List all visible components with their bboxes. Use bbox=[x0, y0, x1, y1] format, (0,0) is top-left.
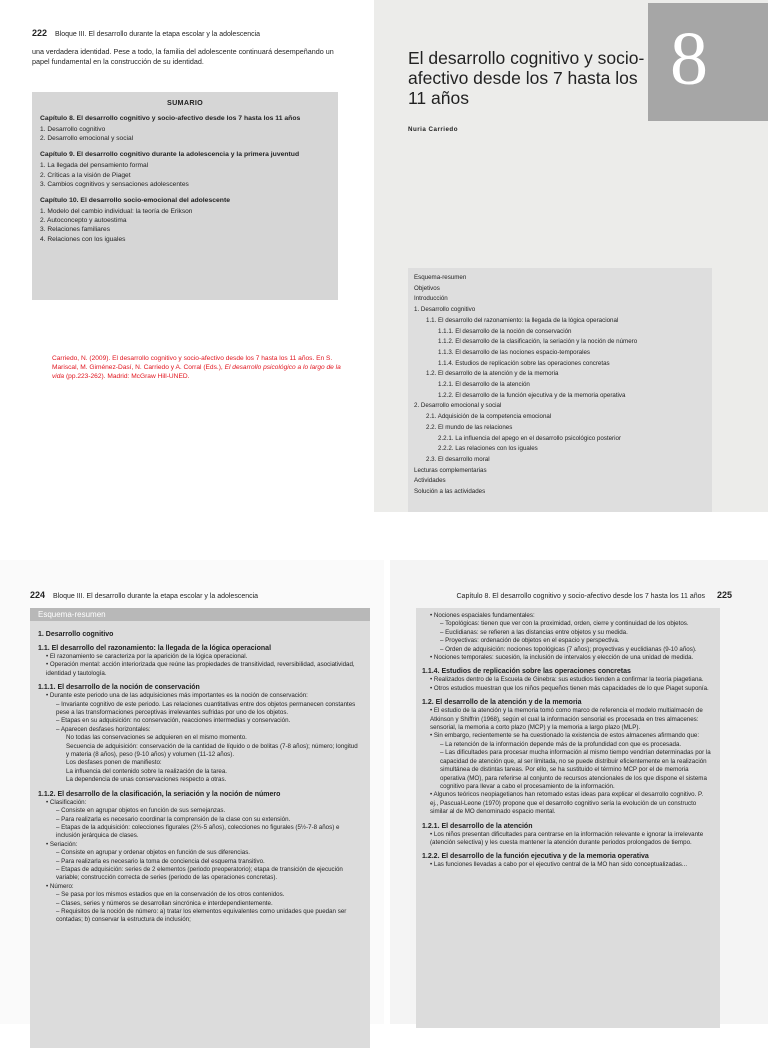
sumario-chapter-heading: Capítulo 8. El desarrollo cognitivo y socio-afectivo desde los 7 hasta los 11 años bbox=[40, 115, 301, 122]
toc-entry: Objetivos bbox=[414, 284, 440, 292]
outline-line: • Nociones temporales: sucesión, la inclusión de intervalos y elección de una unidad de medida. bbox=[430, 654, 712, 662]
toc-entry: 1.1. El desarrollo del razonamiento: la llegada de la lógica operacional bbox=[426, 316, 619, 324]
section-heading: 1.2.1. El desarrollo de la atención bbox=[422, 822, 533, 830]
header-text: Capítulo 8. El desarrollo cognitivo y socio-afectivo desde los 7 hasta los 11 años bbox=[456, 593, 706, 600]
toc-entry: 1.1.4. Estudios de replicación sobre las operaciones concretas bbox=[438, 359, 610, 367]
sumario-chapter-heading: Capítulo 10. El desarrollo socio-emocional del adolescente bbox=[40, 197, 230, 205]
page-223 bbox=[374, 0, 768, 512]
outline-line: – Etapas en su adquisición: no conservación, reacciones intermedias y conservación. bbox=[56, 717, 360, 725]
chapter-title: El desarrollo cognitivo y socio-afectivo desde los 7 hasta los 11 años bbox=[408, 48, 645, 108]
toc-entry: 1. Desarrollo cognitivo bbox=[414, 306, 476, 314]
sumario-item: 2. Autoconcepto y autoestima bbox=[40, 217, 127, 225]
outline-line: Los desfases ponen de manifiesto: bbox=[66, 759, 162, 767]
outline-line: – Aparecen desfases horizontales: bbox=[56, 726, 360, 734]
toc-entry: Esquema-resumen bbox=[414, 274, 467, 281]
outline-line: • Número: bbox=[46, 883, 360, 891]
outline-line: • Otros estudios muestran que los niños pequeños tienen más capacidades de lo que Piaget suponía. bbox=[430, 685, 712, 693]
outline-line: • Operación mental: acción interiorizada que reúne las propiedades de transitividad, reversibilidad, asociatividad, identidad y tautología. bbox=[46, 661, 360, 678]
citation-book-title: El desarrollo psicológico a lo largo de la vida bbox=[52, 364, 341, 381]
section-heading: 1.2. El desarrollo de la atención y de la memoria bbox=[422, 699, 582, 707]
toc-entry: 1.1.2. El desarrollo de la clasificación, la seriación y la noción de número bbox=[438, 338, 638, 346]
outline-line: – Se pasa por los mismos estadios que en la conservación de los otros contenidos. bbox=[56, 891, 360, 899]
outline-line: – Requisitos de la noción de número: a) tratar los elementos equivalentes como unidades que puedan ser contadas; b) conservar la estructura de inclusión; bbox=[56, 908, 360, 925]
outline-line: • Los niños presentan dificultades para centrarse en la información relevante e ignorar la irrelevante (atención selectiva) y les cuesta mantener la atención durante periodos prolongados de tiempo. bbox=[430, 831, 712, 848]
page-224 bbox=[0, 560, 384, 1024]
outline-line: – Clases, series y números se desarrollan sincrónica e interdependientemente. bbox=[56, 900, 360, 908]
toc-entry: 2.2. El mundo de las relaciones bbox=[426, 423, 513, 431]
outline-line: – Etapas de adquisición: series de 2 elementos (periodo preoperatorio); etapa de transición de ejecución variable; construcción correcta de series (periodo de las operaciones concretas). bbox=[56, 866, 360, 883]
outline-line: • El razonamiento se caracteriza por la aparición de la lógica operacional. bbox=[46, 653, 360, 661]
toc-entry: 1.1.3. El desarrollo de las nociones espacio-temporales bbox=[438, 348, 591, 356]
sumario-item: 3. Relaciones familiares bbox=[40, 226, 110, 234]
outline-line: – Proyectivas: ordenación de objetos en el espacio y perspectiva. bbox=[440, 637, 712, 645]
outline-line: • Durante este periodo una de las adquisiciones más importantes es la noción de conservación: bbox=[46, 692, 360, 700]
outline-line: La influencia del contenido sobre la realización de la tarea. bbox=[66, 767, 227, 775]
sumario-item: 2. Críticas a la visión de Piaget bbox=[40, 171, 131, 179]
intro-paragraph: una verdadera identidad. Pese a todo, la familia del adolescente continuará desempeñando un papel fundamental en la construcción de su identidad. bbox=[32, 47, 334, 66]
sumario-item: 1. Modelo del cambio individual: la teoría de Erikson bbox=[40, 208, 193, 216]
chapter-number: 8 bbox=[670, 17, 708, 101]
running-header bbox=[30, 590, 258, 600]
outline-line: – Invariante cognitivo de este periodo. Las relaciones cuantitativas entre dos objetos permanecen constantes pese a las transformaciones perceptivas irrelevantes sufridas por uno de los objetos. bbox=[56, 701, 360, 718]
citation-main: Carriedo, N. (2009). El desarrollo cognitivo y socio-afectivo desde los 7 hasta los 11 años. En S. Mariscal, M. Giménez-Dasí, N. Carriedo y A. Corral (Eds.), bbox=[52, 355, 333, 372]
toc-entry: Solución a las actividades bbox=[414, 488, 486, 496]
toc-entry: 2.3. El desarrollo moral bbox=[426, 455, 490, 463]
header-text: Bloque III. El desarrollo durante la etapa escolar y la adolescencia bbox=[52, 593, 259, 600]
toc-entry: 2.2.2. Las relaciones con los iguales bbox=[438, 445, 538, 453]
toc-entry: 2. Desarrollo emocional y social bbox=[414, 402, 502, 410]
toc-entry: 1.1.1. El desarrollo de la noción de conservación bbox=[438, 327, 572, 335]
running-header bbox=[32, 28, 260, 38]
chapter-number-box bbox=[648, 3, 768, 121]
outline-line: – Para realizarla es necesario coordinar la comprensión de la clase con su extensión. bbox=[56, 816, 360, 824]
chapter-toc bbox=[408, 268, 712, 527]
citation bbox=[52, 354, 342, 382]
sumario-item: 2. Desarrollo emocional y social bbox=[40, 135, 134, 143]
page-number: 222 bbox=[32, 28, 48, 38]
outline-line: – La retención de la información depende más de la profundidad con que es procesada. bbox=[440, 741, 712, 749]
toc-entry: 1.2.1. El desarrollo de la atención bbox=[438, 381, 530, 389]
citation-tail: (pp.223-262). Madrid: McGraw Hill-UNED. bbox=[65, 373, 190, 381]
outline-line: La dependencia de unas conservaciones respecto a otras. bbox=[66, 776, 227, 784]
sumario-item: 3. Cambios cognitivos y sensaciones adolescentes bbox=[40, 180, 189, 188]
toc-entry: 2.2.1. La influencia del apego en el desarrollo psicológico posterior bbox=[438, 434, 621, 442]
outline-line: – Etapas de la adquisición: colecciones figurales (2½-5 años), colecciones no figurales (5½-7-8 años) e inclusión jerárquica de clases. bbox=[56, 824, 360, 841]
section-heading: 1.2.2. El desarrollo de la función ejecutiva y de la memoria operativa bbox=[422, 853, 649, 861]
outline-line: • El estudio de la atención y la memoria tomó como marco de referencia el modelo multialmacén de Atkinson y Shiffrin (1968), según el cual la información sensorial es procesada en tres almacenes: sensorial, la memoria a corto plazo (MCP) y la memoria a largo plazo (MLP). bbox=[430, 707, 712, 732]
esquema-body bbox=[30, 621, 370, 925]
header-text: Bloque III. El desarrollo durante la etapa escolar y la adolescencia bbox=[54, 31, 261, 38]
outline-line: – Consiste en agrupar y ordenar objetos en función de sus diferencias. bbox=[56, 849, 360, 857]
sumario-item: 1. Desarrollo cognitivo bbox=[40, 126, 106, 133]
outline-line: • Clasificación: bbox=[46, 799, 360, 807]
page-222 bbox=[0, 0, 374, 512]
section-heading: 1.1.4. Estudios de replicación sobre las operaciones concretas bbox=[422, 668, 631, 676]
sumario-chapter-heading: Capítulo 9. El desarrollo cognitivo durante la adolescencia y la primera juventud bbox=[40, 151, 300, 159]
section-heading: 1. Desarrollo cognitivo bbox=[38, 631, 114, 638]
page-225 bbox=[390, 560, 768, 1024]
outline-line: • Sin embargo, recientemente se ha cuestionado la existencia de estos almacenes afirmando que: bbox=[430, 732, 712, 740]
outline-line: • Realizados dentro de la Escuela de Ginebra: sus estudios tienden a confirmar la teoría piagetiana. bbox=[430, 676, 712, 684]
outline-line: • Las funciones llevadas a cabo por el ejecutivo central de la MO han sido conceptualizadas... bbox=[430, 861, 712, 869]
page-gap bbox=[0, 512, 768, 560]
outline-line: – Euclidianas: se refieren a las distancias entre objetos y su medida. bbox=[440, 629, 712, 637]
toc-entry: 1.2. El desarrollo de la atención y de la memoria bbox=[426, 370, 559, 378]
page-number: 224 bbox=[30, 590, 46, 600]
page-number: 225 bbox=[716, 590, 732, 600]
outline-line: Secuencia de adquisición: conservación de la cantidad de líquido o de bolitas (7-8 años); número; longitud y materia (8 años), peso (9-10 años) y volumen (11-12 años). bbox=[66, 742, 358, 759]
outline-line: • Nociones espaciales fundamentales: bbox=[430, 612, 712, 620]
author: Nuria Carriedo bbox=[408, 126, 458, 133]
esquema-band: Esquema-resumen bbox=[30, 608, 370, 621]
sumario-box bbox=[32, 92, 338, 300]
sumario-title: SUMARIO bbox=[166, 98, 204, 107]
sumario-item: 1. La llegada del pensamiento formal bbox=[40, 162, 149, 170]
outline-line: • Seriación: bbox=[46, 841, 360, 849]
outline-line: No todas las conservaciones se adquieren en el mismo momento. bbox=[66, 734, 247, 742]
toc-entry: Lecturas complementarias bbox=[414, 466, 487, 474]
sumario-item: 4. Relaciones con los iguales bbox=[40, 235, 126, 243]
outline-line: – Topológicas: tienen que ver con la proximidad, orden, cierre y continuidad de los objetos. bbox=[440, 620, 712, 628]
toc-entry: 1.2.2. El desarrollo de la función ejecutiva y de la memoria operativa bbox=[438, 391, 626, 399]
toc-entry: 2.1. Adquisición de la competencia emocional bbox=[426, 413, 552, 421]
esquema-continued-box bbox=[416, 608, 720, 1028]
outline-line: – Orden de adquisición: nociones topológicas (7 años); proyectivas y euclidianas (9-10 años). bbox=[440, 646, 712, 654]
toc-entry: Actividades bbox=[414, 477, 446, 485]
toc-entry: Introducción bbox=[414, 295, 448, 303]
section-heading: 1.1. El desarrollo del razonamiento: la llegada de la lógica operacional bbox=[38, 645, 272, 652]
outline-line: – Consiste en agrupar objetos en función de sus semejanzas. bbox=[56, 807, 360, 815]
outline-line: • Algunos teóricos neopiagetianos han retomado estas ideas para explicar el desarrollo cognitivo. P. ej., Pascual-Leone (1970) propone que el desarrollo cognitivo sería la evolución de un constructo similar al de MO denominado espacio mental. bbox=[430, 791, 712, 816]
section-heading: 1.1.2. El desarrollo de la clasificación, la seriación y la noción de número bbox=[38, 790, 281, 798]
outline-line: – Las dificultades para procesar mucha información al mismo tiempo vendrían determinadas por la capacidad de atención que, al ser limitada, no se puede distribuir eficientemente en la realización simultánea de distintas tareas. Por ello, se ha sustituido el término MCP por el de memoria operativa (MO), para referirse al conjunto de recursos atencionales de los que dispone el sistema cognitivo para llevar a cabo el procesamiento de la información. bbox=[440, 749, 712, 791]
esquema-resumen-box bbox=[30, 608, 370, 1048]
section-heading: 1.1.1. El desarrollo de la noción de conservación bbox=[38, 684, 200, 692]
sumario-chapters bbox=[32, 114, 338, 244]
outline-line: – Para realizarla es necesario la toma de conciencia del esquema transitivo. bbox=[56, 858, 360, 866]
running-header bbox=[457, 590, 739, 600]
